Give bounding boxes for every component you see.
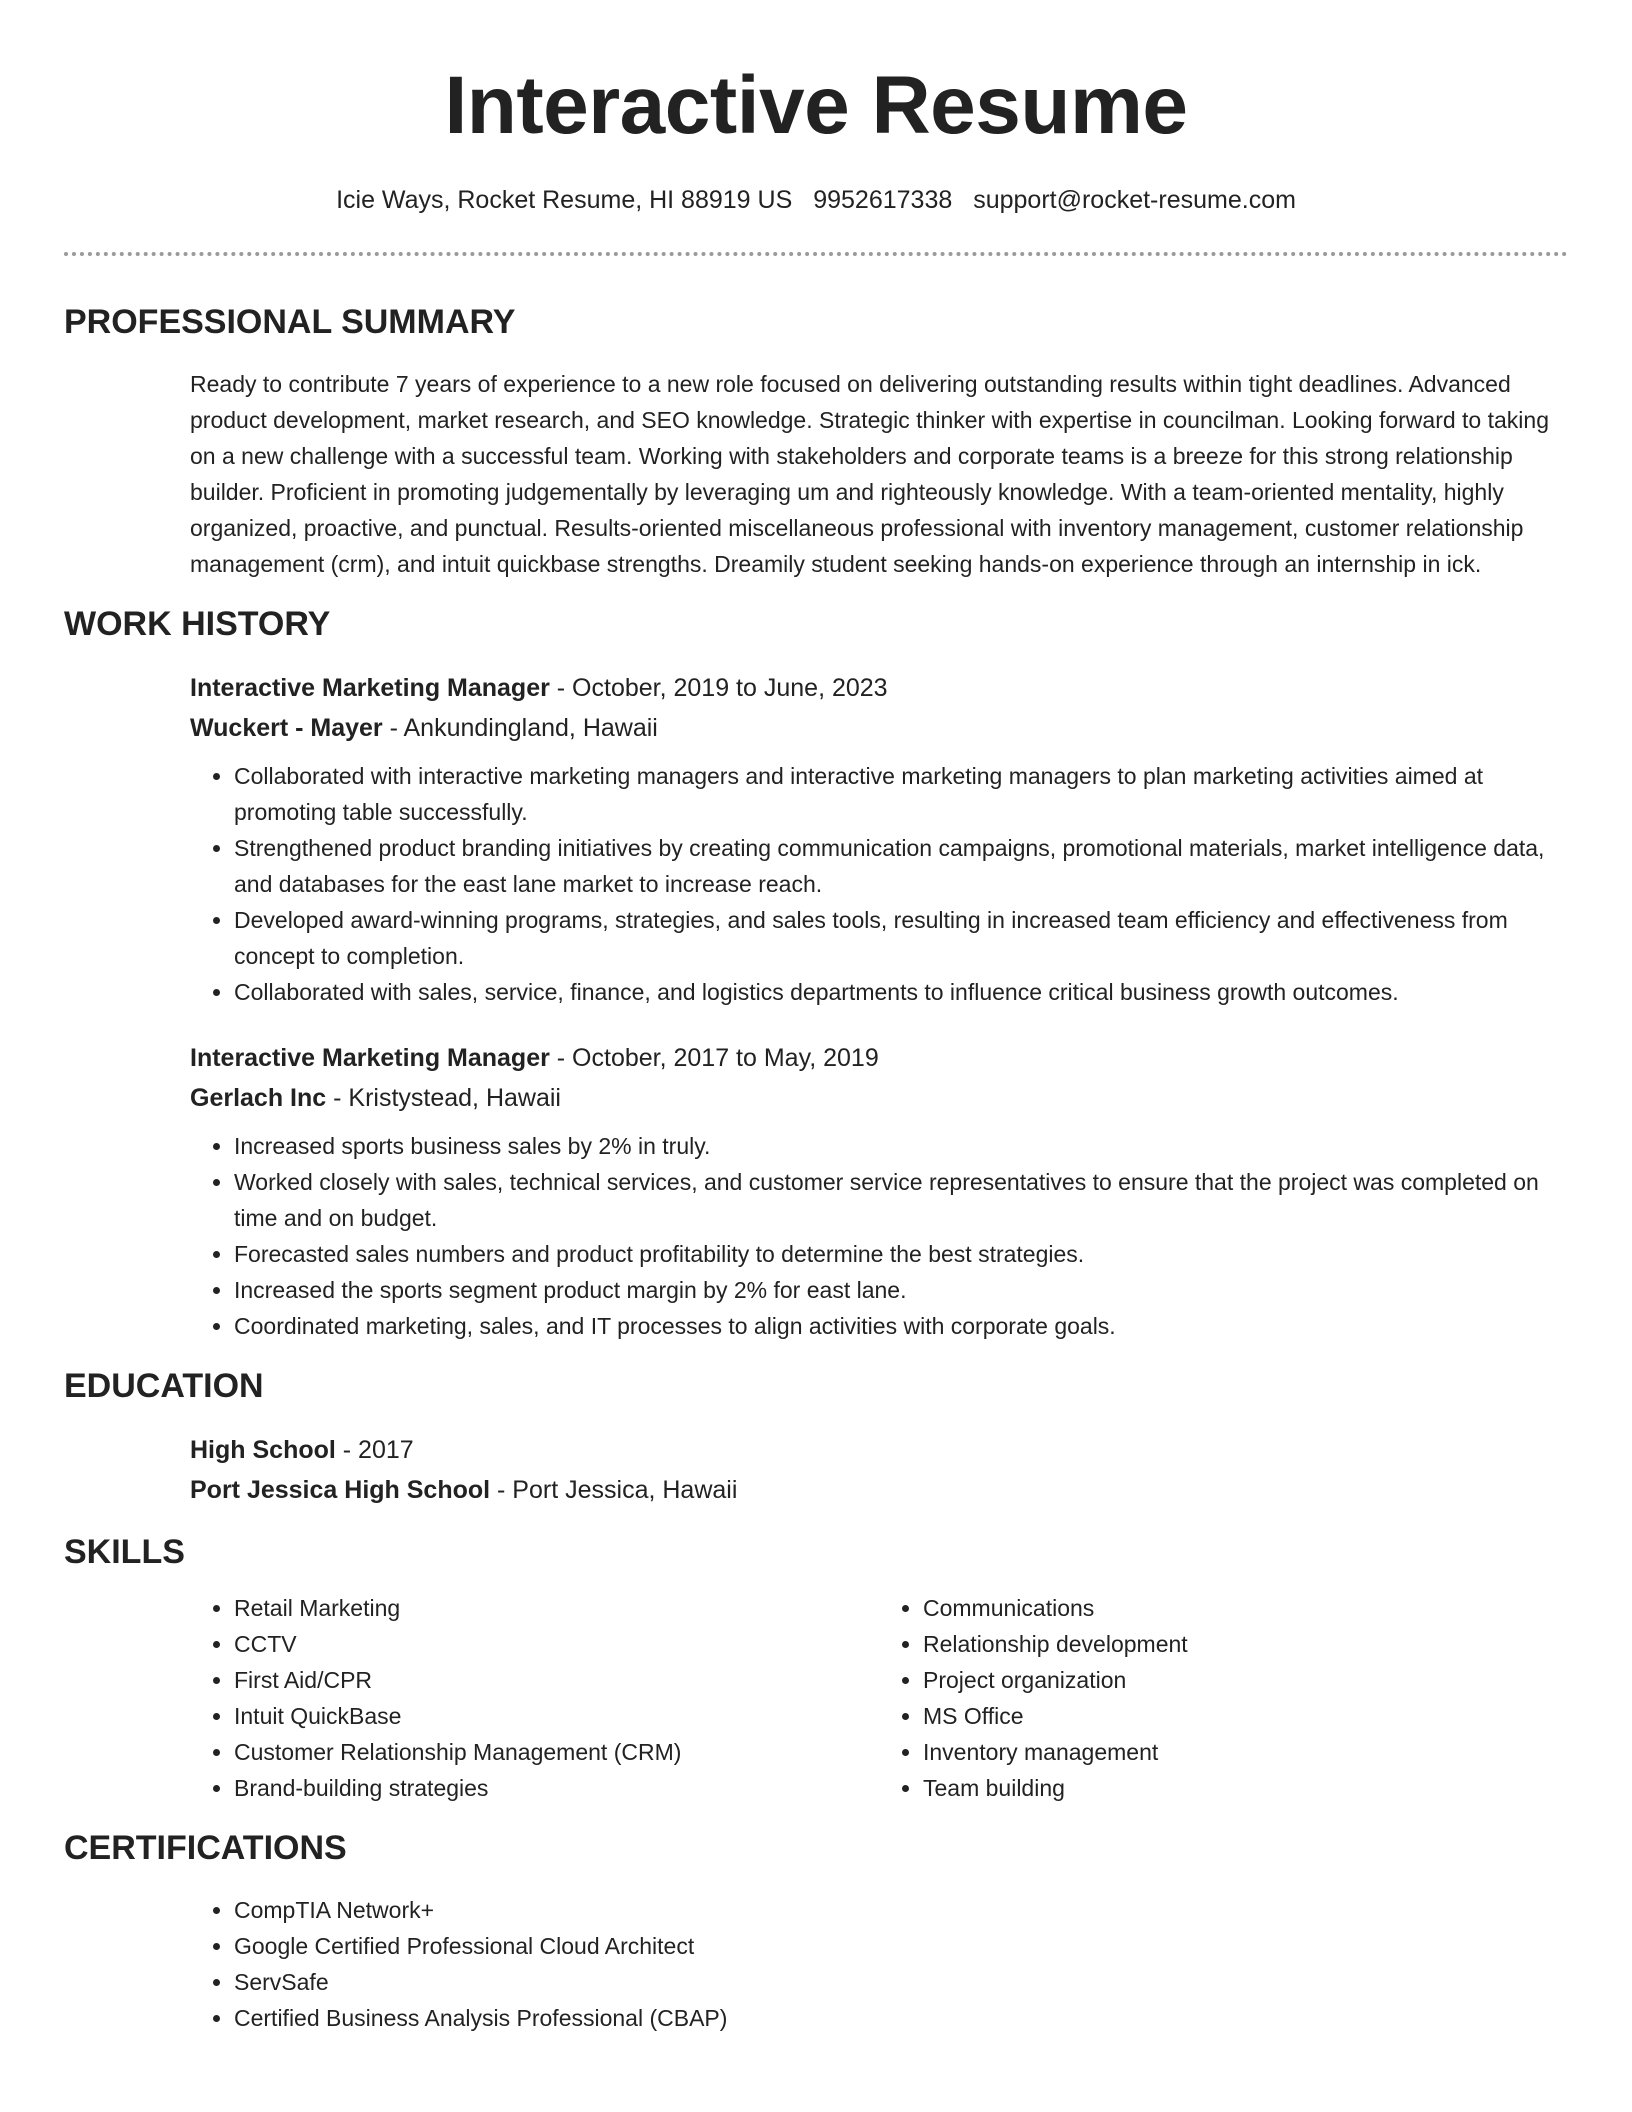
resume-page <box>64 0 1568 2036</box>
job-bullet: • Coordinated marketing, sales, and IT processes to align activities with corporate goals. <box>234 1308 1568 1344</box>
certification-item: • Google Certified Professional Cloud Architect <box>234 1928 1568 1964</box>
skill-item: • Inventory management <box>923 1734 1568 1770</box>
job-bullets <box>190 1128 1568 1344</box>
job-company: Gerlach Inc <box>190 1084 327 1112</box>
skill-item: • Project organization <box>923 1662 1568 1698</box>
job-title-line <box>190 1038 1568 1078</box>
job-location: - Ankundingland, Hawaii <box>382 714 658 742</box>
job-bullet: • Worked closely with sales, technical services, and customer service representatives to ensure that the project was completed on time and on budget. <box>234 1164 1568 1236</box>
certification-item: • CompTIA Network+ <box>234 1892 1568 1928</box>
skills-heading: SKILLS <box>64 1533 185 1571</box>
skill-item: • First Aid/CPR <box>234 1662 879 1698</box>
education-school: Port Jessica High School <box>190 1476 491 1504</box>
summary-body <box>190 366 1568 582</box>
job-bullet: • Increased sports business sales by 2% in truly. <box>234 1128 1568 1164</box>
job-title-line <box>190 668 1568 708</box>
skills-list-left <box>190 1590 879 1806</box>
skill-item: • Relationship development <box>923 1626 1568 1662</box>
skill-item: • Retail Marketing <box>234 1590 879 1626</box>
job-dates: - October, 2019 to June, 2023 <box>549 674 888 702</box>
skills-list-right <box>879 1590 1568 1806</box>
job-dates: - October, 2017 to May, 2019 <box>549 1044 879 1072</box>
job-company: Wuckert - Mayer <box>190 714 383 742</box>
education-heading: EDUCATION <box>64 1367 264 1405</box>
contact-email: support@rocket-resume.com <box>973 186 1296 214</box>
contact-address: Icie Ways, Rocket Resume, HI 88919 US <box>336 186 793 214</box>
skill-item: • MS Office <box>923 1698 1568 1734</box>
contact-phone: 9952617338 <box>813 186 953 214</box>
skill-item: • Team building <box>923 1770 1568 1806</box>
job-company-line <box>190 1078 1568 1118</box>
summary-section <box>64 300 1568 582</box>
education-school-line <box>190 1470 1568 1510</box>
job-bullet: • Forecasted sales numbers and product profitability to determine the best strategies. <box>234 1236 1568 1272</box>
job-title: Interactive Marketing Manager <box>190 1044 550 1072</box>
certifications-body <box>190 1892 1568 2036</box>
certifications-section <box>64 1826 1568 2036</box>
work-history-heading: WORK HISTORY <box>64 605 331 643</box>
work-history-section <box>64 602 1568 1344</box>
contact-info <box>64 182 1568 218</box>
job-bullet: • Strengthened product branding initiatives by creating communication campaigns, promotional materials, market intelligence data, and databases for the east lane market to increase reach. <box>234 830 1568 902</box>
skills-section <box>64 1530 1568 1806</box>
education-degree: High School <box>190 1436 336 1464</box>
job-bullet: • Developed award-winning programs, strategies, and sales tools, resulting in increased team efficiency and effectiveness from concept to completion. <box>234 902 1568 974</box>
job-location: - Kristystead, Hawaii <box>326 1084 561 1112</box>
job-bullets <box>190 758 1568 1010</box>
summary-heading: PROFESSIONAL SUMMARY <box>64 303 516 341</box>
education-section <box>64 1364 1568 1510</box>
certification-item: • ServSafe <box>234 1964 1568 2000</box>
skill-item: • Customer Relationship Management (CRM) <box>234 1734 879 1770</box>
job-company-line <box>190 708 1568 748</box>
education-degree-line <box>190 1430 1568 1470</box>
work-history-body <box>190 668 1568 1344</box>
header-divider <box>64 252 1568 256</box>
skills-body <box>190 1590 1568 1806</box>
skill-item: • Brand-building strategies <box>234 1770 879 1806</box>
skill-item: • CCTV <box>234 1626 879 1662</box>
job-title: Interactive Marketing Manager <box>190 674 550 702</box>
resume-title: Interactive Resume <box>444 60 1188 151</box>
skill-item: • Communications <box>923 1590 1568 1626</box>
education-body <box>190 1430 1568 1510</box>
education-year: - 2017 <box>335 1436 414 1464</box>
certification-item: • Certified Business Analysis Professional (CBAP) <box>234 2000 1568 2036</box>
certifications-list <box>190 1892 1568 2036</box>
summary-text: Ready to contribute 7 years of experience to a new role focused on delivering outstanding results within tight deadlines. Advanced product development, market research, and SEO knowledge. Strategic thinker with expertise in councilman. Looking forward to taking on a new challenge with a successful team. Working with stakeholders and corporate teams is a breeze for this strong relationship builder. Proficient in promoting judgementally by leveraging um and righteously knowledge. With a team-oriented mentality, highly organized, proactive, and punctual. Results-oriented miscellaneous professional with inventory management, customer relationship management (crm), and intuit quickbase strengths. Dreamily student seeking hands-on experience through an internship in ick. <box>190 371 1549 577</box>
job-entry <box>190 668 1568 1010</box>
job-bullet: • Collaborated with sales, service, finance, and logistics departments to influence critical business growth outcomes. <box>234 974 1568 1010</box>
certifications-heading: CERTIFICATIONS <box>64 1829 347 1867</box>
job-bullet: • Collaborated with interactive marketing managers and interactive marketing managers to plan marketing activities aimed at promoting table successfully. <box>234 758 1568 830</box>
skill-item: • Intuit QuickBase <box>234 1698 879 1734</box>
job-bullet: • Increased the sports segment product margin by 2% for east lane. <box>234 1272 1568 1308</box>
job-entry <box>190 1038 1568 1344</box>
education-location: - Port Jessica, Hawaii <box>490 1476 738 1504</box>
